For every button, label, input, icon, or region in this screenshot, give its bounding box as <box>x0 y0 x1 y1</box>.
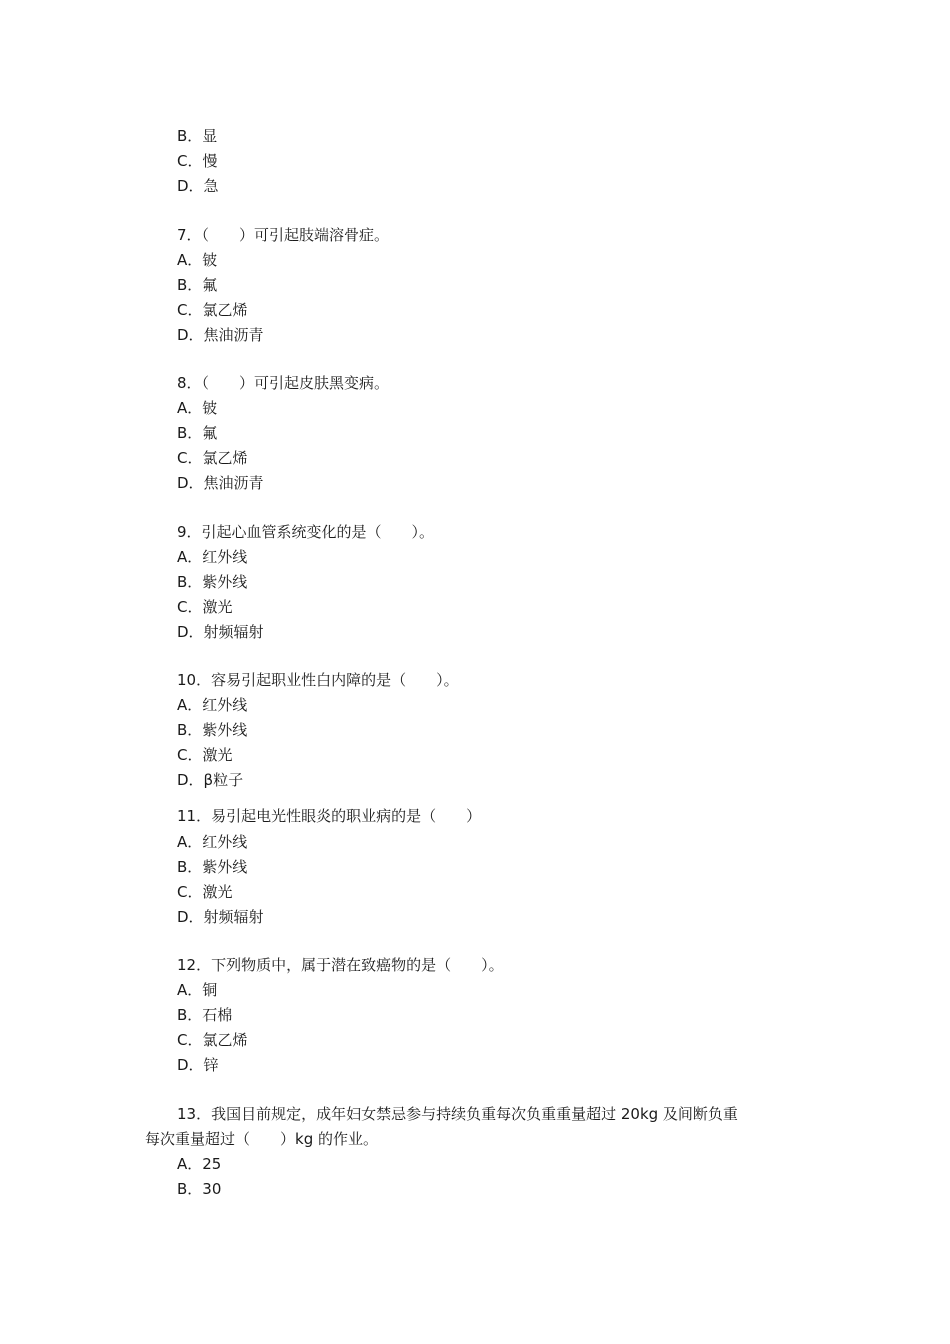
question-line: 11．易引起电光性眼炎的职业病的是（ ） <box>177 807 482 825</box>
question-line: 13．我国目前规定，成年妇女禁忌参与持续负重每次负重重量超过 20kg 及间断负重 <box>177 1105 738 1123</box>
option-line: A．铍 <box>177 399 218 417</box>
option-line: D．射频辐射 <box>177 908 264 926</box>
option-line: D．射频辐射 <box>177 623 264 641</box>
option-line: C．慢 <box>177 152 218 170</box>
option-line: C．激光 <box>177 746 233 764</box>
option-line: A．红外线 <box>177 833 248 851</box>
option-line: A．红外线 <box>177 548 248 566</box>
option-line: D．焦油沥青 <box>177 326 264 344</box>
option-line: D．锌 <box>177 1056 219 1074</box>
option-line: D．急 <box>177 177 219 195</box>
option-line: B．显 <box>177 127 218 145</box>
option-line: C．氯乙烯 <box>177 301 248 319</box>
option-line: C．氯乙烯 <box>177 1031 248 1049</box>
option-line: B．氟 <box>177 276 218 294</box>
option-line: B．石棉 <box>177 1006 233 1024</box>
question-line: 10．容易引起职业性白内障的是（ ）。 <box>177 671 459 689</box>
option-line: A．铍 <box>177 251 218 269</box>
option-line: B．紫外线 <box>177 573 248 591</box>
option-line: C．激光 <box>177 598 233 616</box>
option-line: A．铜 <box>177 981 218 999</box>
question-line: 7．（ ）可引起肢端溶骨症。 <box>177 226 390 244</box>
option-line: C．激光 <box>177 883 233 901</box>
option-line: B．紫外线 <box>177 721 248 739</box>
question-line: 12．下列物质中，属于潜在致癌物的是（ ）。 <box>177 956 504 974</box>
question-line: 9．引起心血管系统变化的是（ ）。 <box>177 523 435 541</box>
option-line: D．焦油沥青 <box>177 474 264 492</box>
option-line: B．氟 <box>177 424 218 442</box>
option-line: B．30 <box>177 1180 222 1198</box>
question-line: 8．（ ）可引起皮肤黑变病。 <box>177 374 390 392</box>
option-line: A．25 <box>177 1155 222 1173</box>
question-line-continued: 每次重量超过（ ）kg 的作业。 <box>145 1130 378 1148</box>
option-line: A．红外线 <box>177 696 248 714</box>
option-line: B．紫外线 <box>177 858 248 876</box>
option-line: D．β粒子 <box>177 771 244 789</box>
option-line: C．氯乙烯 <box>177 449 248 467</box>
